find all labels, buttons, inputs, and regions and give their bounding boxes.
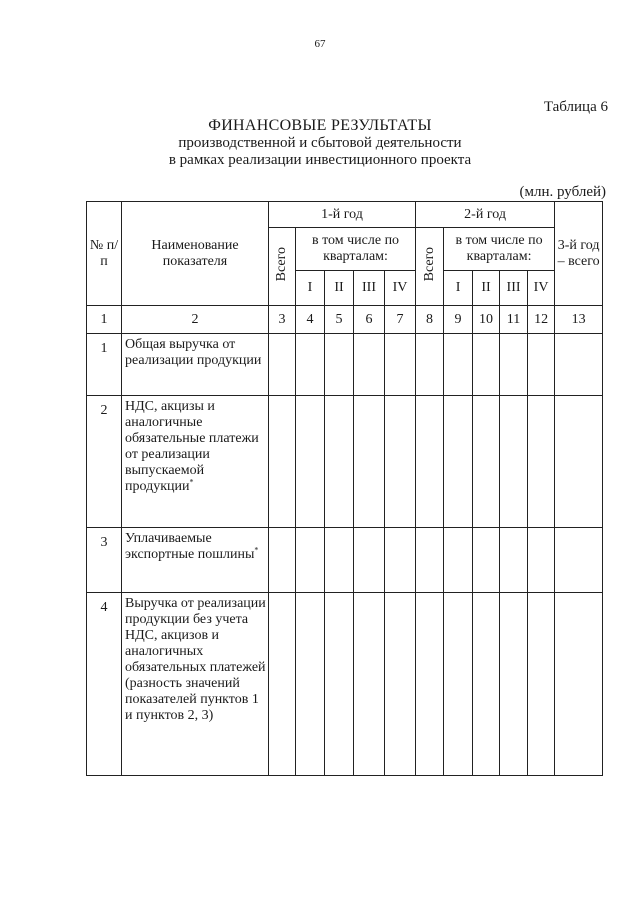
data-cell	[296, 396, 325, 528]
row-name-text: Уплачиваемые экспортные пошлины	[125, 531, 255, 562]
data-cell	[385, 593, 416, 776]
table-row	[87, 334, 603, 396]
units-label: (млн. рублей)	[519, 184, 606, 200]
data-cell	[444, 334, 473, 396]
column-number: 12	[528, 306, 555, 334]
data-cell	[473, 593, 500, 776]
row-name	[122, 528, 269, 593]
row-name	[122, 593, 269, 776]
header-num: № п/п	[87, 202, 122, 306]
data-cell	[555, 593, 603, 776]
header-year-2-total-cell	[416, 228, 444, 306]
header-y2-q3: III	[500, 271, 528, 306]
data-cell	[416, 334, 444, 396]
data-cell	[296, 334, 325, 396]
data-cell	[385, 396, 416, 528]
table-label: Таблица 6	[543, 99, 608, 115]
row-number: 1	[87, 334, 122, 396]
data-cell	[528, 528, 555, 593]
data-cell	[269, 528, 296, 593]
header-year-3-total: 3-й год – всего	[555, 202, 603, 306]
row-name	[122, 334, 269, 396]
table-row	[87, 396, 603, 528]
data-cell	[354, 528, 385, 593]
column-number: 1	[87, 306, 122, 334]
row-number: 4	[87, 593, 122, 776]
header-year-1-total: Всего	[274, 246, 289, 282]
data-cell	[354, 396, 385, 528]
data-cell	[296, 593, 325, 776]
column-number: 5	[325, 306, 354, 334]
header-y1-q3: III	[354, 271, 385, 306]
header-y2-q2: II	[473, 271, 500, 306]
column-number: 7	[385, 306, 416, 334]
row-number: 3	[87, 528, 122, 593]
table-row	[87, 593, 603, 776]
row-name-text: Общая выручка от реализации продукции	[125, 337, 262, 368]
table-title: ФИНАНСОВЫЕ РЕЗУЛЬТАТЫ	[208, 117, 432, 134]
data-cell	[296, 528, 325, 593]
data-cell	[354, 593, 385, 776]
header-y1-q4: IV	[385, 271, 416, 306]
header-y1-q2: II	[325, 271, 354, 306]
data-cell	[385, 528, 416, 593]
data-cell	[473, 528, 500, 593]
financial-results-table	[86, 201, 603, 776]
data-cell	[269, 593, 296, 776]
column-number: 3	[269, 306, 296, 334]
data-cell	[555, 334, 603, 396]
data-cell	[500, 593, 528, 776]
header-year-1-by-quarters: в том числе по кварталам:	[296, 228, 416, 271]
table-row	[87, 528, 603, 593]
header-y1-q1: I	[296, 271, 325, 306]
header-name: Наименование показателя	[122, 202, 269, 306]
data-cell	[500, 528, 528, 593]
data-cell	[325, 396, 354, 528]
row-name	[122, 396, 269, 528]
column-number-row	[87, 306, 603, 334]
data-cell	[528, 593, 555, 776]
data-cell	[473, 396, 500, 528]
data-cell	[385, 334, 416, 396]
column-number: 6	[354, 306, 385, 334]
table-subtitle-line-1: производственной и сбытовой деятельности	[178, 135, 462, 151]
data-cell	[354, 334, 385, 396]
column-number: 9	[444, 306, 473, 334]
data-cell	[528, 334, 555, 396]
footnote-mark: *	[189, 477, 194, 487]
data-cell	[444, 528, 473, 593]
data-cell	[528, 396, 555, 528]
page-number: 67	[314, 38, 326, 50]
data-cell	[416, 593, 444, 776]
data-cell	[555, 528, 603, 593]
header-year-2-total: Всего	[421, 246, 437, 282]
data-cell	[325, 334, 354, 396]
row-name-text: НДС, акцизы и аналогичные обязательные платежи от реализации выпускаемой продукции	[125, 399, 259, 494]
data-cell	[500, 396, 528, 528]
header-y2-q4: IV	[528, 271, 555, 306]
data-cell	[416, 396, 444, 528]
data-cell	[269, 396, 296, 528]
column-number: 13	[555, 306, 603, 334]
table-title-block	[0, 116, 640, 169]
header-year-2-by-quarters: в том числе по кварталам:	[444, 228, 555, 271]
data-cell	[325, 528, 354, 593]
header-year-2: 2-й год	[416, 202, 555, 228]
header-year-1: 1-й год	[269, 202, 416, 228]
footnote-mark: *	[254, 545, 259, 555]
data-cell	[325, 593, 354, 776]
column-number: 11	[500, 306, 528, 334]
data-cell	[555, 396, 603, 528]
header-row-years	[87, 202, 603, 228]
column-number: 8	[416, 306, 444, 334]
data-cell	[416, 528, 444, 593]
table-subtitle-line-2: в рамках реализации инвестиционного проекта	[168, 152, 472, 168]
data-cell	[444, 396, 473, 528]
data-cell	[500, 334, 528, 396]
header-y2-q1: I	[444, 271, 473, 306]
column-number: 4	[296, 306, 325, 334]
header-year-1-total-cell	[269, 228, 296, 306]
column-number: 2	[122, 306, 269, 334]
data-cell	[269, 334, 296, 396]
data-cell	[444, 593, 473, 776]
row-name-text: Выручка от реализации продукции без учета НДС, акцизов и аналогичных обязательных платежей (разность значений показателей пунктов 1 и пунктов 2, 3)	[125, 596, 266, 723]
row-number: 2	[87, 396, 122, 528]
column-number: 10	[473, 306, 500, 334]
data-cell	[473, 334, 500, 396]
